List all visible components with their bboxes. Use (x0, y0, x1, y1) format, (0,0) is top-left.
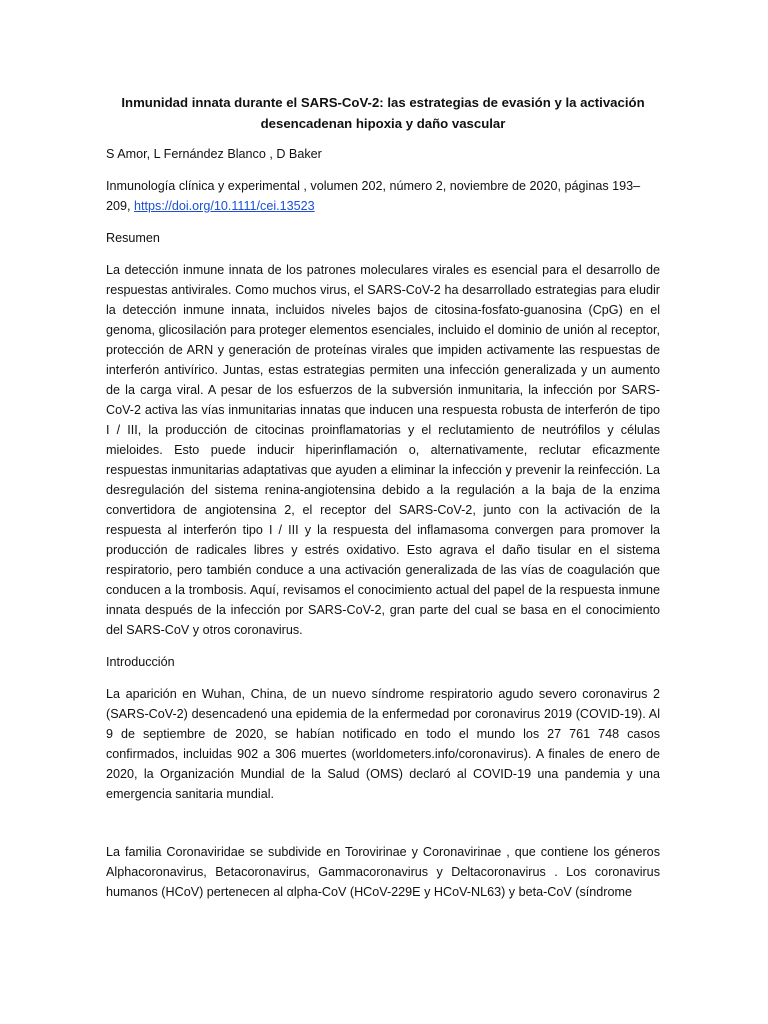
article-title: Inmunidad innata durante el SARS-CoV-2: las estrategias de evasión y la activación desencadenan hipoxia y daño vascular (121, 95, 645, 131)
introduction-paragraph-1: La aparición en Wuhan, China, de un nuevo síndrome respiratorio agudo severo coronavirus 2 (SARS-CoV-2) desencadenó una epidemia de la enfermedad por coronavirus 2019 (COVID-19). Al 9 de septiembre de 2020, se habían notificado en todo el mundo los 27 761 748 casos confirmados, incluidas 902 a 306 muertes (worldometers.info/coronavirus). A finales de enero de 2020, la Organización Mundial de la Salud (OMS) declaró al COVID-19 una pandemia y una emergencia sanitaria mundial. (106, 687, 660, 801)
abstract-heading: Resumen (106, 231, 160, 245)
paragraph-spacer (106, 816, 660, 842)
introduction-paragraph-2: La familia Coronaviridae se subdivide en Torovirinae y Coronavirinae , que contiene los géneros Alphacoronavirus, Betacoronavirus, Gammacoronavirus y Deltacoronavirus . Los coronavirus humanos (HCoV) pertenecen al αlpha-CoV (HCoV-229E y HCoV-NL63) y beta-CoV (síndrome (106, 845, 660, 899)
citation-line (106, 176, 660, 216)
doi-link[interactable]: https://doi.org/10.1111/cei.13523 (134, 199, 315, 213)
citation-text: Inmunología clínica y experimental , volumen 202, número 2, noviembre de 2020, páginas 193–209, (106, 179, 641, 213)
abstract-paragraph: La detección inmune innata de los patrones moleculares virales es esencial para el desarrollo de respuestas antivirales. Como muchos virus, el SARS-CoV-2 ha desarrollado estrategias para eludir la detección inmune innata, incluidos niveles bajos de citosina-fosfato-guanosina (CpG) en el genoma, glicosilación para proteger elementos esenciales, incluido el dominio de unión al receptor, protección de ARN y generación de proteínas virales que impiden activamente las respuestas de interferón antivírico. Juntas, estas estrategias permiten una infección generalizada y un aumento de la carga viral. A pesar de los esfuerzos de la subversión inmunitaria, la infección por SARS-CoV-2 activa las vías inmunitarias innatas que inducen una respuesta robusta de interferón de tipo I / III, la producción de citocinas proinflamatorias y el reclutamiento de neutrófilos y células mieloides. Esto puede inducir hiperinflamación o, alternativamente, reclutar eficazmente respuestas inmunitarias adaptativas que ayuden a eliminar la infección y prevenir la reinfección. La desregulación del sistema renina-angiotensina debido a la regulación a la baja de la enzima convertidora de angiotensina 2, el receptor del SARS-CoV-2, junto con la activación de la respuesta al interferón tipo I / III y la respuesta del inflamasoma convergen para promover la producción de radicales libres y estrés oxidativo. Esto agrava el daño tisular en el sistema respiratorio, pero también conduce a una activación generalizada de las vías de coagulación que conducen a la trombosis. Aquí, revisamos el conocimiento actual del papel de la respuesta inmune innata después de la infección por SARS-CoV-2, gran parte del cual se basa en el conocimiento del SARS-CoV y otros coronavirus. (106, 263, 660, 637)
document-page (106, 92, 660, 914)
authors-line: S Amor, L Fernández Blanco , D Baker (106, 147, 322, 161)
introduction-heading: Introducción (106, 655, 175, 669)
